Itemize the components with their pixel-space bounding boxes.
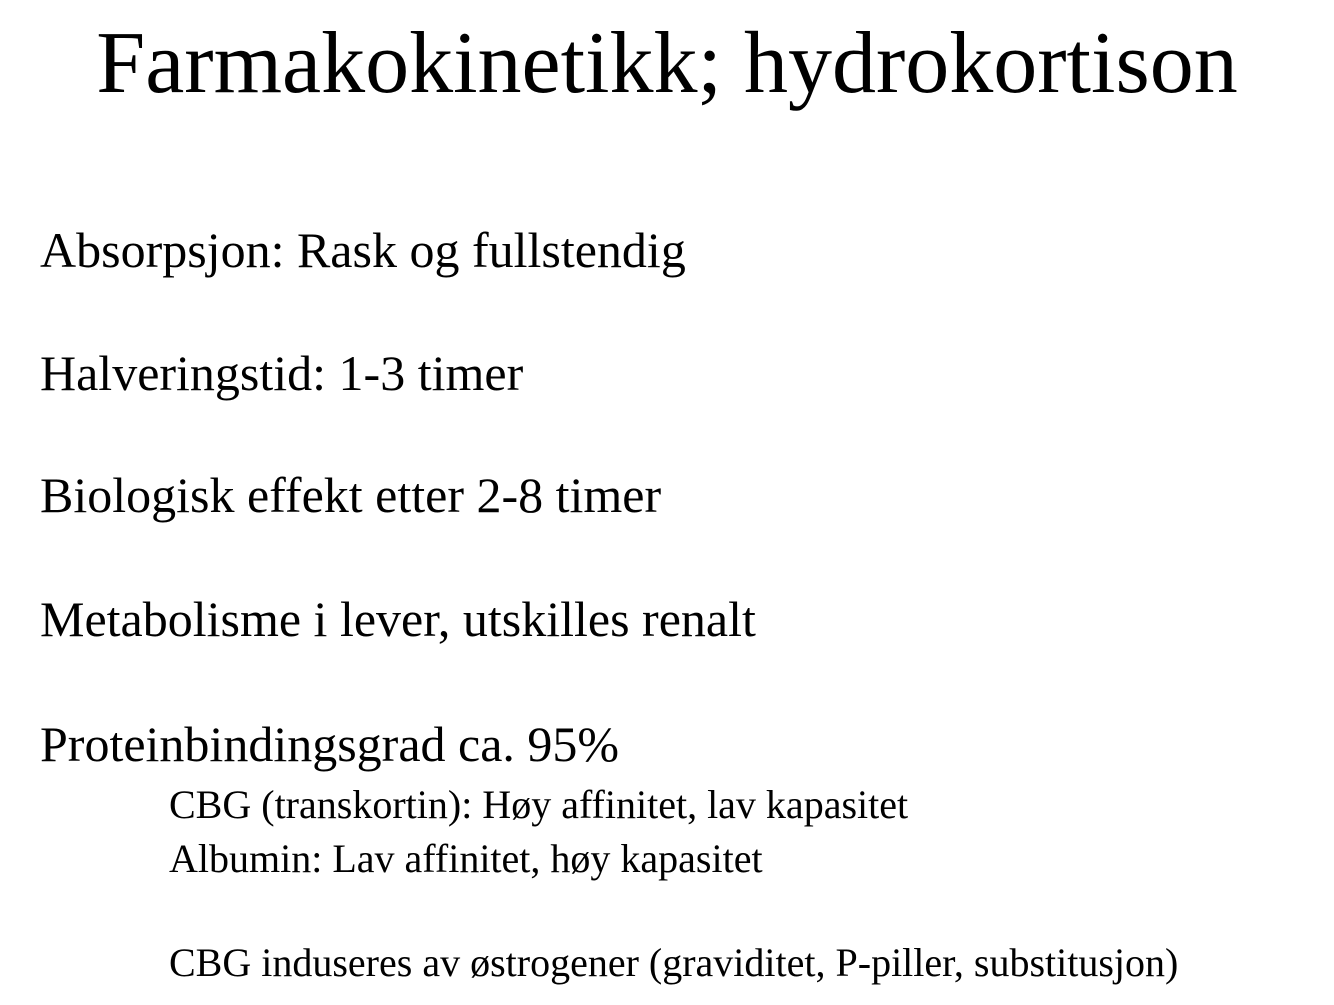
sub-bullet-albumin: Albumin: Lav affinitet, høy kapasitet <box>169 836 763 881</box>
bullet-absorption: Absorpsjon: Rask og fullstendig <box>40 222 686 278</box>
bullet-protein-binding: Proteinbindingsgrad ca. 95% <box>40 716 620 772</box>
slide-title: Farmakokinetikk; hydrokortison <box>96 15 1238 112</box>
sub-bullet-cbg-induction: CBG induseres av østrogener (graviditet, P-piller, substitusjon) <box>169 940 1179 985</box>
sub-bullet-cbg: CBG (transkortin): Høy affinitet, lav kapasitet <box>169 782 909 827</box>
bullet-biological-effect: Biologisk effekt etter 2-8 timer <box>40 467 662 523</box>
bullet-metabolism: Metabolisme i lever, utskilles renalt <box>40 591 756 647</box>
bullet-half-life: Halveringstid: 1-3 timer <box>40 345 524 401</box>
